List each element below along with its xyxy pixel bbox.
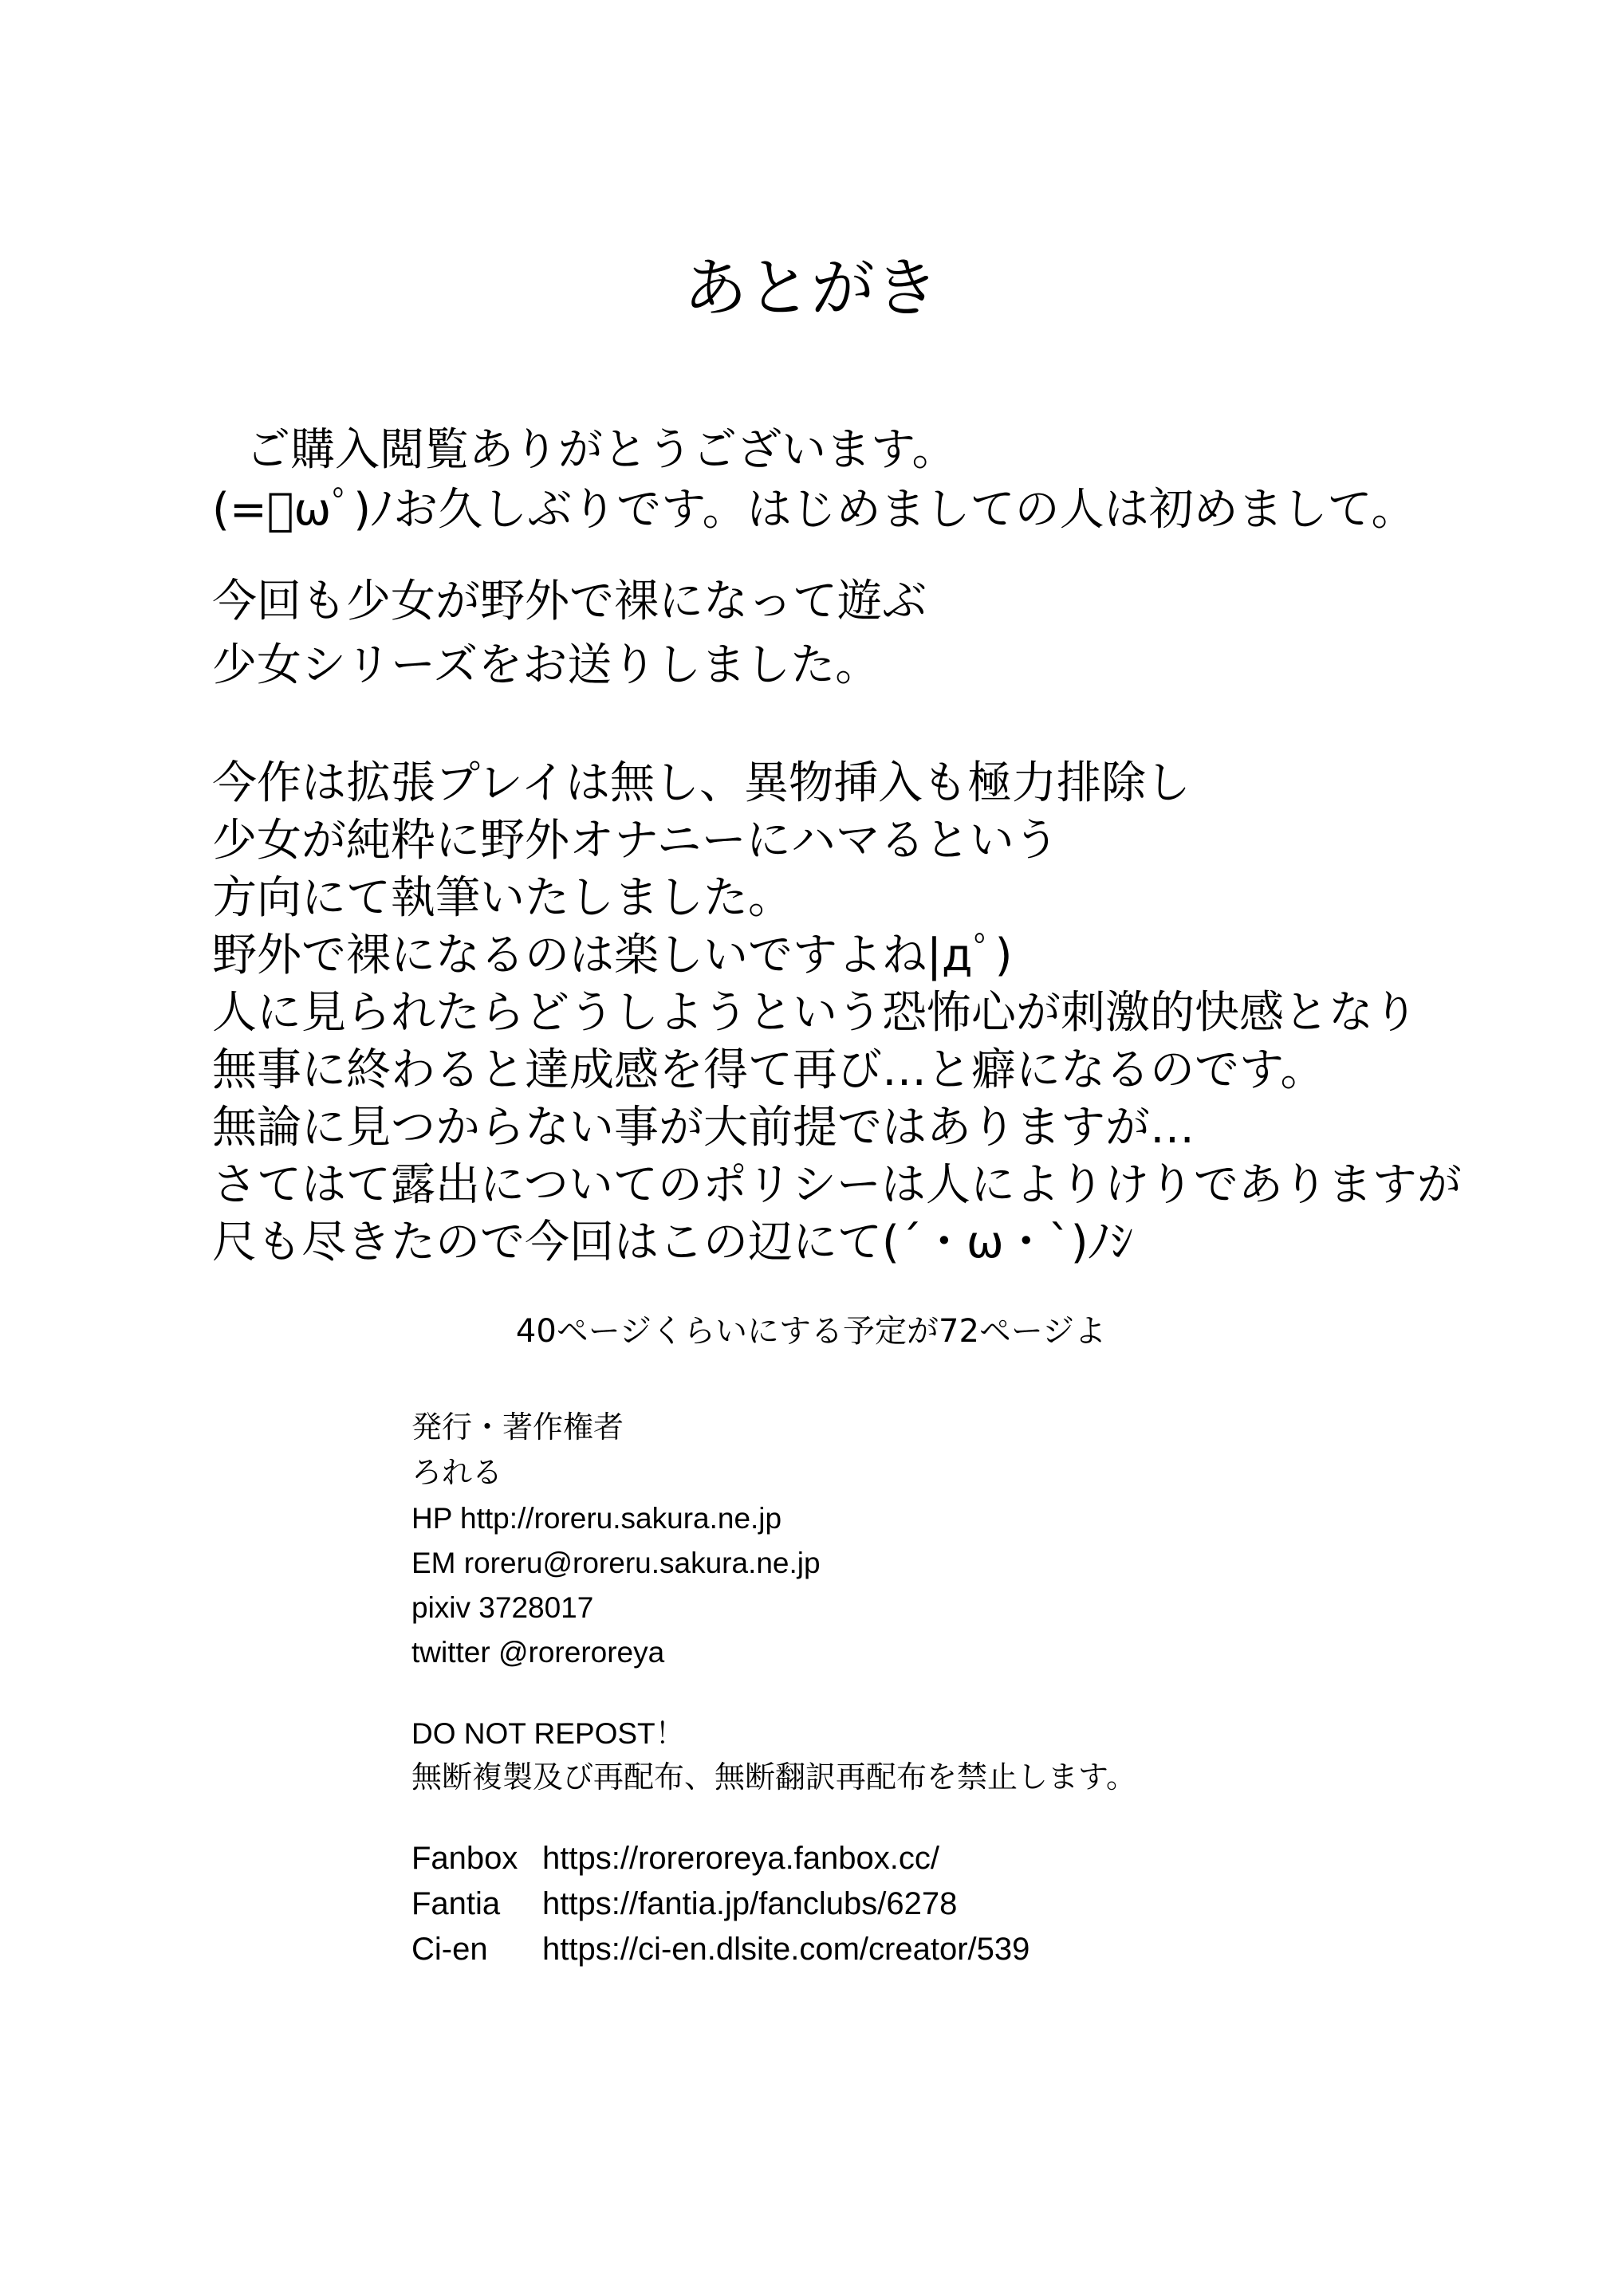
- homepage-link[interactable]: HP http://roreru.sakura.ne.jp: [411, 1502, 782, 1535]
- cien-url[interactable]: https://ci-en.dlsite.com/creator/539: [542, 1932, 1030, 1967]
- paragraph-line: (=ﾟωﾟ)ﾉお久しぶりです。はじめましての人は初めまして。: [212, 484, 1416, 536]
- link-label-cien: Ci-en: [411, 1932, 488, 1967]
- link-label-fanbox: Fanbox: [411, 1841, 518, 1876]
- paragraph-line: 野外で裸になるのは楽しいですよね|дﾟ): [212, 930, 1013, 981]
- repost-warning: DO NOT REPOST！: [411, 1717, 685, 1750]
- twitter-handle[interactable]: twitter @roreroreya: [411, 1636, 665, 1669]
- fantia-url[interactable]: https://fantia.jp/fanclubs/6278: [542, 1886, 958, 1921]
- link-row-fanbox: [411, 1838, 1592, 1878]
- paragraph-line: 方向にて執筆いたしました。: [212, 872, 793, 924]
- pixiv-id[interactable]: pixiv 3728017: [411, 1591, 594, 1624]
- page-count-note: 40ページくらいにする予定が72ページよ: [515, 1313, 1107, 1350]
- prohibition-notice: 無断複製及び再配布、無断翻訳再配布を禁止します。: [411, 1759, 1136, 1795]
- paragraph-line: 無論に見つからない事が大前提ではありますが…: [212, 1102, 1195, 1154]
- paragraph-line: 少女シリーズをお送りしました。: [212, 639, 880, 691]
- author-name: ろれる: [411, 1455, 503, 1490]
- paragraph-line: ご購入閲覧ありがとうございます。: [246, 424, 957, 476]
- paragraph-line: さてはて露出についてのポリシーは人によりけりでありますが: [212, 1159, 1462, 1211]
- publisher-label: 発行・著作権者: [411, 1409, 624, 1445]
- link-row-fantia: [411, 1884, 1592, 1924]
- paragraph-line: 今作は拡張プレイは無し、異物挿入も極力排除し: [212, 757, 1191, 809]
- paragraph-line: 尺も尽きたので今回はこの辺にて(´・ω・`)ﾉｼ: [212, 1217, 1133, 1268]
- link-label-fantia: Fantia: [411, 1886, 501, 1921]
- email-link[interactable]: EM roreru@roreru.sakura.ne.jp: [411, 1547, 821, 1579]
- fanbox-url[interactable]: https://roreroreya.fanbox.cc/: [542, 1841, 940, 1876]
- page-title: あとがき: [683, 251, 939, 325]
- paragraph-line: 今回も少女が野外で裸になって遊ぶ: [212, 576, 927, 627]
- link-row-cien: [411, 1929, 1592, 1969]
- paragraph-line: 無事に終わると達成感を得て再び…と癖になるのです。: [212, 1044, 1325, 1096]
- paragraph-line: 少女が純粋に野外オナニーにハマるという: [212, 815, 1059, 867]
- paragraph-line: 人に見られたらどうしようという恐怖心が刺激的快感となり: [212, 987, 1418, 1039]
